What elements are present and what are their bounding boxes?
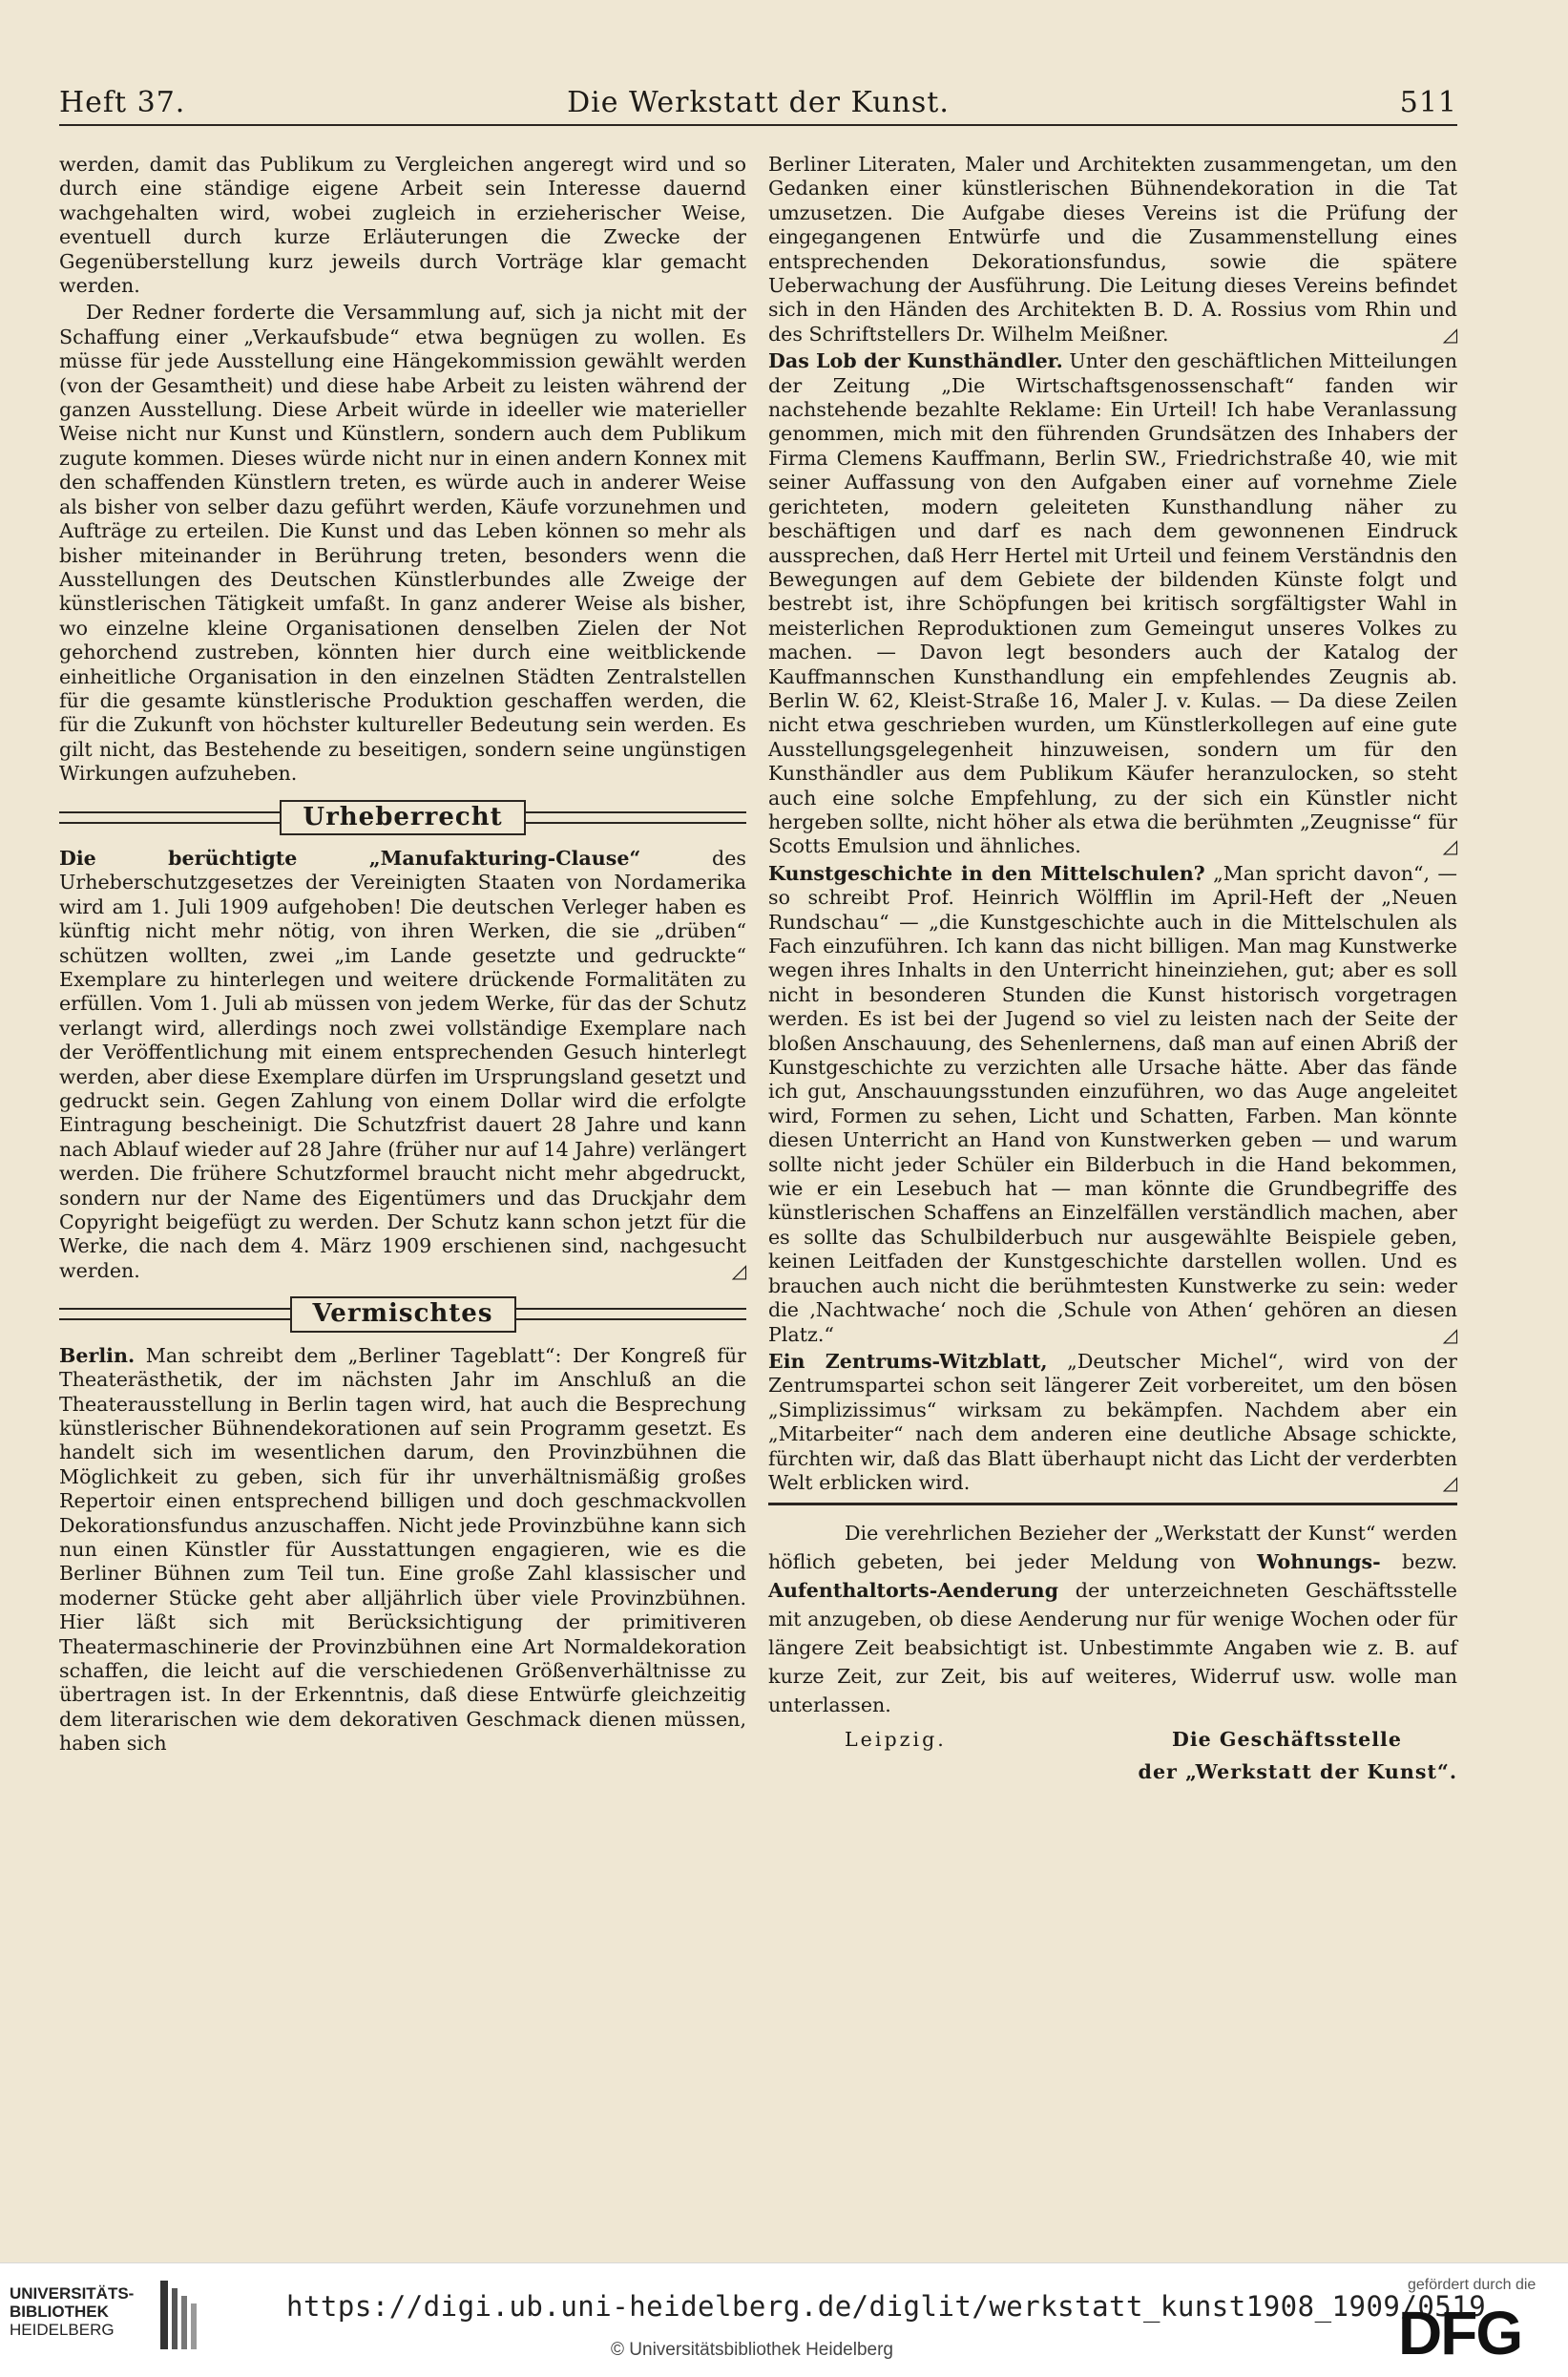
article-zentrums-witzblatt <box>768 1350 1457 1495</box>
article-title: Das Lob der Kunsthändler. <box>768 349 1063 373</box>
notice-emphasis: Aufenthaltorts-Aenderung <box>768 1579 1059 1603</box>
viewer-footer <box>0 2262 1568 2377</box>
paragraph <box>768 153 1457 347</box>
section-title: Urheberrecht <box>280 800 525 835</box>
library-line: HEIDELBERG <box>10 2321 115 2339</box>
notice-part: der unterzeichneten Geschäftsstelle mit anzugeben, ob diese Aenderung nur für wenige Wochen oder für längere Zeit beabsichtigt ist. Unbestimmte Angaben wie z. B. auf kurze Zeit, zur Zeit, bis auf weiteres, Widerruf usw. wolle man unterlassen. <box>768 1579 1457 1717</box>
article-title: Berlin. <box>59 1343 136 1367</box>
divider <box>526 811 746 824</box>
divider <box>59 811 280 824</box>
article-lob-der-kunsthaendler <box>768 349 1457 859</box>
library-logo-text <box>10 2284 134 2339</box>
library-line: UNIVERSITÄTS- <box>10 2284 135 2303</box>
end-mark-icon: ◿ <box>1442 322 1457 346</box>
copyright-notice: © Universitätsbibliothek Heidelberg <box>611 2340 893 2360</box>
right-column <box>768 153 1457 1788</box>
section-heading-urheberrecht <box>59 800 746 835</box>
end-mark-icon: ◿ <box>1442 1470 1457 1494</box>
article-title: Die berüchtigte „Manufakturing-Clause“ <box>59 846 641 870</box>
article-title: Ein Zentrums-Witzblatt, <box>768 1349 1048 1373</box>
article-text: Unter den geschäftlichen Mitteilungen der Zeitung „Die Wirtschaftsgenossenschaft“ fanden wir nachstehende bezahlte Reklame: Ein Urteil! Ich habe Veranlassung genommen, mich mit den führenden Grundsätzen des Inhabers der Firma Clemens Kauffmann, Berlin SW., Friedrichstraße 40, wie mit seiner Auffassung von den Aufgaben einer auf vornehme Ziele gerichteten, modern geleiteten Kunsthandlung näher zu beschäftigen und darf es nach dem gewonnenen Eindruck aussprechen, daß Herr Hertel mit Urteil und feinem Verständnis den Bewegungen auf dem Gebiete der bildenden Künste folgt und bestrebt ist, ihre Schöpfungen bei kritisch sorgfältigster Wahl in meisterlichen Reproduktionen zum Gemeingut unseres Volkes zu machen. — Davon legt besonders auch der Katalog der Kauffmannschen Kunsthandlung ein empfehlendes Zeugnis ab. Berlin W. 62, Kleist-Straße 16, Maler J. v. Kulas. — Da diese Zeilen nicht etwa geschrieben wurden, um Künstlerkollegen auf eine gute Ausstellungsgelegenheit hinzuweisen, sondern um für den Kunsthändler aus dem Publikum Käufer heranzulocken, so steht auch eine solche Empfehlung, zu der sich ein Künstler nicht hergeben sollte, nicht höher als etwa die berühmten „Zeugnisse“ für Scotts Emulsion und ähnliches. <box>768 349 1457 858</box>
paragraph-text: Der Redner forderte die Versammlung auf, sich ja nicht mit der Schaffung einer „Verkaufsbude“ etwa begnügen zu wollen. Es müsse für jede Ausstellung eine Hängekommission gewählt werden (von der Gesamtheit) und diese habe Arbeit zu leisten während der ganzen Ausstellung. Diese Arbeit würde in ideeller wie materieller Weise nicht nur Kunst und Künstlern, sondern auch dem Publikum zugute kommen. Dieses würde nicht nur in einen andern Konnex mit den schaffenden Künstlern treten, es würde auch in anderer Weise als bisher von selber dazu geführt werden, Käufe vorzunehmen und Aufträge zu erteilen. Die Kunst und das Leben können so mehr als bisher miteinander in Berührung treten, besonders wenn die Ausstellungen des Deutschen Künstlerbundes alle Zweige der künstlerischen Tätigkeit umfaßt. In ganz anderer Weise als bisher, wo einzelne kleine Organisationen denselben Zielen der Not gehorchend zustreben, könnten hier durch eine weitblickende einheitliche Organisation in den einzelnen Städten Zentralstellen für die gesamte künstlerische Produktion geschaffen werden, die für die Zukunft von höchster kultureller Bedeutung sein werden. Es gilt nicht, das Bestehende zu beseitigen, sondern seine ungünstigen Wirkungen aufzuheben. <box>59 301 746 786</box>
left-column <box>59 153 746 1759</box>
notice-emphasis: Wohnungs- <box>1257 1550 1381 1574</box>
article-text: „Deutscher Michel“, wird von der Zentrumspartei schon seit längerer Zeit vorbereitet, um den bösen „Simplizissimus“ wirksam zu bekämpfen. Nachdem aber ein „Mitarbeiter“ nach dem anderen eine deutliche Absage schickte, fürchten wir, daß das Blatt überhaupt nicht das Licht der verderbten Welt erblicken wird. <box>768 1349 1458 1494</box>
article-text: des Urheberschutzgesetzes der Vereinigten Staaten von Nordamerika wird am 1. Juli 1909 aufgehoben! Die deutschen Verleger haben es künftig nicht mehr nötig, von ihren Werken, die sie „drüben“ schützen wollten, zwei „im Lande gesetzte und gedruckte“ Exemplare zu hinterlegen und weitere drückende Formalitäten zu erfüllen. Vom 1. Juli ab müssen von jedem Werke, für das der Schutz verlangt wird, allerdings noch zwei vollständige Exemplare nach der Veröffentlichung mit einem entsprechenden Gesuch hinterlegt werden, aber diese Exemplare dürfen im Ursprungsland gesetzt und gedruckt sein. Gegen Zahlung von einem Dollar wird die erfolgte Eintragung bescheinigt. Die Schutzfrist dauert 28 Jahre und kann nach Ablauf wieder auf 28 Jahre (früher nur auf 14 Jahre) verlängert werden. Die frühere Schutzformel braucht nicht mehr abgedruckt, sondern nur der Name des Eigentümers und das Druckjahr dem Copyright beigefügt zu werden. Der Schutz kann schon jetzt für die Werke, die nach dem 4. März 1909 erschienen sind, nachgesucht werden. <box>59 846 746 1282</box>
paragraph <box>59 301 746 786</box>
running-header <box>59 82 1457 126</box>
notice-part: Die verehrlichen Bezieher der „Werkstatt der Kunst“ werden höflich gebeten, bei jeder Meldung von <box>768 1522 1457 1574</box>
subscriber-notice <box>768 1519 1457 1788</box>
paragraph: werden, damit das Publikum zu Vergleichen angeregt wird und so durch eine ständige eigene Arbeit sein Interesse dauernd wachgehalten wird, wobei zugleich in erzieherischer Weise, eventuell durch kurze Erläuterungen die Zwecke der Gegenüberstellung kurz jeweils durch Vorträge klar gemacht werden. <box>59 153 746 298</box>
library-line: BIBLIOTHEK <box>10 2303 109 2321</box>
permalink-url[interactable]: https://digi.ub.uni-heidelberg.de/diglit/werkstatt_kunst1908_1909/0519 <box>286 2290 1487 2323</box>
section-heading-vermischtes <box>59 1296 746 1332</box>
end-mark-icon: ◿ <box>1442 834 1457 858</box>
notice-part: bezw. <box>1380 1550 1457 1574</box>
signature-line-1: Die Geschäftsstelle <box>1171 1728 1402 1752</box>
end-mark-icon: ◿ <box>1442 1322 1457 1346</box>
article-text: Man schreibt dem „Berliner Tageblatt“: Der Kongreß für Theaterästhetik, der im nächsten Jahr im Anschluß an die Theaterausstellung in Berlin tagen wird, hat auch die Besprechung künstlerischer Bühnendekorationen auf sein Programm gesetzt. Es handelt sich im wesentlichen darum, den Provinzbühnen die Möglichkeit zu geben, sich für ihr unverhältnismäßig großes Repertoir einen entsprechend billigen und doch geschmackvollen Dekorationsfundus anzuschaffen. Nicht jede Provinzbühne kann sich nun einen Künstler für Ausstattungen engagieren, wie es die Berliner Bühnen zum Teil tun. Eine große Zahl klassischer und moderner Stücke geht aber alljährlich über viele Provinzbühnen. Hier läßt sich mit Berücksichtigung der primitiveren Theatermaschinerie der Provinzbühnen eine Art Normaldekoration schaffen, die leicht auf die verschiedenen Größenverhältnisse zu übertragen ist. In der Erkenntnis, daß diese Entwürfe gleichzeitig dem literarischen wie dem dekorativen Geschmack dienen müssen, haben sich <box>59 1343 746 1756</box>
end-mark-icon: ◿ <box>731 1258 746 1282</box>
journal-title: Die Werkstatt der Kunst. <box>567 86 950 119</box>
divider <box>768 1503 1457 1509</box>
page-number: 511 <box>1399 86 1457 119</box>
signature-block <box>768 1723 1457 1788</box>
notice-text <box>768 1519 1457 1719</box>
signature-place: Leipzig. <box>845 1728 947 1752</box>
article-text: „Man spricht davon“, — so schreibt Prof. Heinrich Wölfflin im April-Heft der „Neuen Rundschau“ — „die Kunstgeschichte auch in die Mittelschulen als Fach einzuführen. Ich kann das nicht billigen. Man mag Kunstwerke wegen ihres Inhalts in den Unterricht hineinziehen, gut; aber es soll nicht in besonderen Stunden die Kunst historisch vorgetragen werden. Es ist bei der Jugend so viel zu leisten nach der Seite der bloßen Anschauung, des Sehenlernens, daß man auf einen Abriß der Kunstgeschichte zu verzichten alle Ursache hätte. Aber das fände ich gut, Anschauungsstunden einzuführen, wo das Auge angeleitet wird, Formen zu sehen, Licht und Schatten, Farben. Man könnte diesen Unterricht an Hand von Kunstwerken geben — und warum sollte nicht jeder Schüler ein Bilderbuch in die Hand bekommen, wie er ein Lesebuch hat — man könnte die Grundbegriffe des künstlerischen Schaffens an Einzelfällen verständlich machen, aber es sollte das Schulbilderbuch nur ausgewählte Beispiele geben, keinen Leitfaden der Kunstgeschichte darstellen wollen. Und es brauchen auch nicht die berühmtesten Kunstwerke zu sein: weder die ‚Nachtwache‘ noch die ‚Schule von Athen‘ gehören an diesen Platz.“ <box>768 861 1457 1346</box>
article-kunstgeschichte <box>768 862 1457 1347</box>
article-title: Kunstgeschichte in den Mittelschulen? <box>768 861 1205 885</box>
issue-number: Heft 37. <box>59 86 186 119</box>
article-berlin <box>59 1344 746 1756</box>
dfg-logo: DFG <box>1398 2299 1522 2367</box>
library-logo-icon <box>160 2281 199 2349</box>
section-title: Vermischtes <box>290 1296 516 1332</box>
signature-line-2: der „Werkstatt der Kunst“. <box>1138 1760 1457 1784</box>
article-manufacturing-clause <box>59 847 746 1283</box>
divider <box>59 1308 290 1320</box>
paragraph-text: Berliner Literaten, Maler und Architekten zusammengetan, um den Gedanken einer künstlerischen Bühnendekoration in die Tat umzusetzen. Die Aufgabe dieses Vereins ist die Prüfung der eingegangenen Entwürfe und die Zusammenstellung eines entsprechenden Dekorationsfundus, sowie die spätere Ueberwachung der Ausführung. Die Leitung dieses Vereins befindet sich in den Händen des Architekten B. D. A. Rossius vom Rhin und des Schriftstellers Dr. Wilhelm Meißner. <box>768 153 1457 346</box>
funding-label: gefördert durch die <box>1408 2277 1537 2293</box>
divider <box>516 1308 747 1320</box>
